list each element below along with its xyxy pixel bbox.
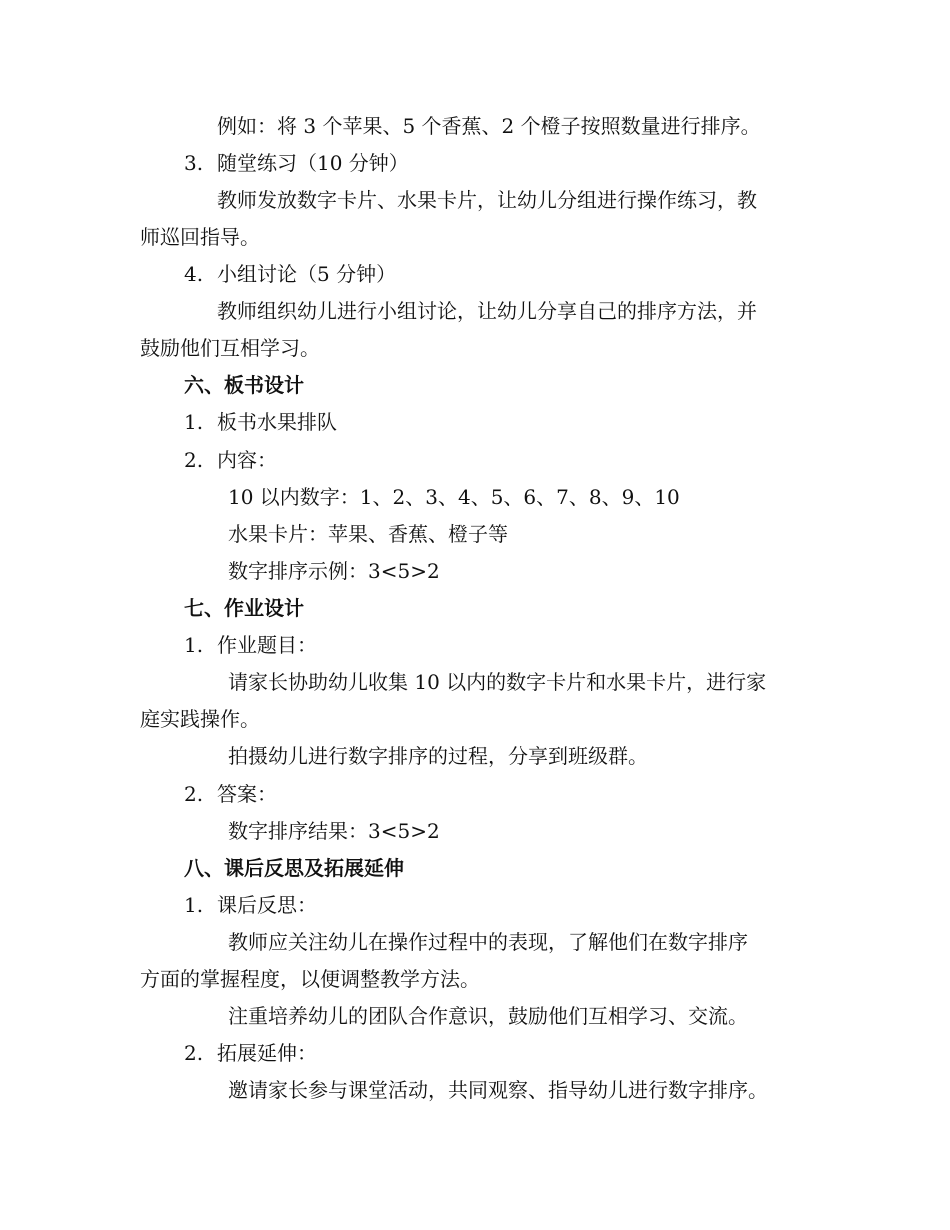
paragraph-line: 请家长协助幼儿收集 10 以内的数字卡片和水果卡片，进行家 xyxy=(228,670,767,694)
list-number: 2. xyxy=(184,782,204,806)
list-item-title: 板书水果排队 xyxy=(217,410,337,434)
list-item-title: 内容： xyxy=(217,448,277,472)
paragraph-line: 10 以内数字：1、2、3、4、5、6、7、8、9、10 xyxy=(228,485,680,509)
list-number: 3. xyxy=(184,151,204,175)
section-heading: 六、板书设计 xyxy=(184,373,304,397)
paragraph-line: 拍摄幼儿进行数字排序的过程，分享到班级群。 xyxy=(228,744,648,768)
section-heading: 八、课后反思及拓展延伸 xyxy=(184,856,404,880)
paragraph-line: 水果卡片：苹果、香蕉、橙子等 xyxy=(228,522,508,546)
list-number: 1. xyxy=(184,410,204,434)
list-number: 4. xyxy=(184,262,204,286)
list-number: 2. xyxy=(184,1041,204,1065)
paragraph-line: 方面的掌握程度，以便调整教学方法。 xyxy=(140,967,480,991)
list-number: 1. xyxy=(184,633,204,657)
paragraph-line: 例如：将 3 个苹果、5 个香蕉、2 个橙子按照数量进行排序。 xyxy=(217,114,761,138)
paragraph-line: 庭实践操作。 xyxy=(140,707,260,731)
list-item-title: 随堂练习（10 分钟） xyxy=(217,151,409,175)
paragraph-line: 师巡回指导。 xyxy=(140,225,260,249)
list-item-title: 作业题目： xyxy=(217,633,317,657)
list-number: 2. xyxy=(184,448,204,472)
paragraph-line: 教师应关注幼儿在操作过程中的表现，了解他们在数字排序 xyxy=(228,930,748,954)
paragraph-line: 注重培养幼儿的团队合作意识，鼓励他们互相学习、交流。 xyxy=(228,1004,748,1028)
list-item-title: 小组讨论（5 分钟） xyxy=(217,262,397,286)
section-heading: 七、作业设计 xyxy=(184,596,304,620)
list-item-title: 拓展延伸： xyxy=(217,1041,317,1065)
paragraph-line: 教师发放数字卡片、水果卡片，让幼儿分组进行操作练习，教 xyxy=(217,188,757,212)
list-number: 1. xyxy=(184,893,204,917)
paragraph-line: 数字排序示例：3<5>2 xyxy=(228,559,440,583)
list-item-title: 答案： xyxy=(217,782,277,806)
paragraph-line: 数字排序结果：3<5>2 xyxy=(228,819,440,843)
paragraph-line: 鼓励他们互相学习。 xyxy=(140,336,320,360)
paragraph-line: 教师组织幼儿进行小组讨论，让幼儿分享自己的排序方法，并 xyxy=(217,299,757,323)
list-item-title: 课后反思： xyxy=(217,893,317,917)
paragraph-line: 邀请家长参与课堂活动，共同观察、指导幼儿进行数字排序。 xyxy=(228,1078,768,1102)
